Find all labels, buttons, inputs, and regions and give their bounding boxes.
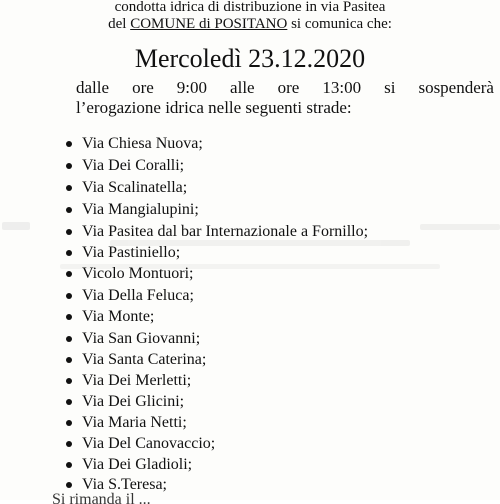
cut-off-text: Si rimanda il ... (52, 491, 151, 504)
street-name: Via Dei Gladioli; (82, 456, 193, 473)
intro-word: alle (230, 78, 255, 97)
intro-word: ore (132, 78, 154, 97)
bullet-icon (66, 314, 72, 320)
list-item (66, 243, 180, 263)
list-item (66, 222, 368, 242)
intro-word: si (384, 78, 396, 97)
list-item (66, 434, 215, 454)
intro-word: dalle (76, 78, 110, 97)
bullet-icon (66, 271, 72, 277)
header-suffix: si comunica che: (287, 16, 392, 32)
street-name: Via Scalinatella; (82, 179, 188, 196)
street-name: Via Mangialupini; (82, 201, 199, 218)
list-item (66, 350, 206, 370)
street-name: Via Chiesa Nuova; (82, 135, 203, 152)
street-name: Via S.Teresa; (82, 476, 167, 493)
bullet-icon (66, 293, 72, 299)
list-item (66, 264, 193, 284)
street-name: Via Del Canovaccio; (82, 435, 216, 452)
list-item (66, 134, 203, 154)
intro-word: ore (277, 78, 300, 97)
bullet-icon (66, 482, 72, 488)
list-item (66, 178, 187, 198)
bullet-icon (66, 336, 72, 342)
header-line-2 (0, 15, 500, 33)
list-item (66, 307, 154, 327)
street-name: Via Pastiniello; (82, 244, 181, 261)
header-prefix: del (108, 16, 131, 32)
bullet-icon (66, 399, 72, 405)
bullet-icon (66, 441, 72, 447)
list-item (66, 200, 199, 220)
list-item (66, 156, 184, 176)
intro-line-1 (76, 78, 494, 98)
date-title: Mercoledì 23.12.2020 (134, 44, 366, 73)
municipality-name: COMUNE di POSITANO (130, 16, 288, 32)
street-name: Via Dei Glicini; (82, 393, 185, 410)
street-name: Via Dei Coralli; (82, 157, 185, 174)
street-name: Via Santa Caterina; (82, 351, 207, 368)
bullet-icon (66, 185, 72, 191)
street-name: Via Monte; (82, 308, 155, 325)
street-name: Via Della Feluca; (82, 287, 194, 304)
header-line-1: condotta idrica di distribuzione in via Pasitea (114, 0, 386, 15)
list-item (66, 455, 192, 475)
bullet-icon (66, 420, 72, 426)
bullet-icon (66, 163, 72, 169)
list-item (66, 392, 184, 412)
list-item (66, 329, 200, 349)
bullet-icon (66, 250, 72, 256)
intro-line-2: l’erogazione idrica nelle seguenti strade: (76, 98, 352, 117)
bullet-icon (66, 207, 72, 213)
intro-word: 13:00 (322, 78, 362, 97)
bullet-icon (66, 141, 72, 147)
bullet-icon (66, 357, 72, 363)
intro-word: sospenderà (418, 78, 494, 97)
street-name: Via Dei Merletti; (82, 372, 192, 389)
street-name: Vicolo Montuori; (82, 265, 194, 282)
list-item (66, 371, 191, 391)
list-item (66, 286, 194, 306)
bullet-icon (66, 462, 72, 468)
street-name: Via Pasitea dal bar Internazionale a Fornillo; (82, 223, 369, 240)
street-name: Via Maria Netti; (82, 414, 187, 431)
intro-word: 9:00 (176, 78, 208, 97)
bullet-icon (66, 229, 72, 235)
street-name: Via San Giovanni; (82, 330, 201, 347)
list-item (66, 413, 187, 433)
bullet-icon (66, 378, 72, 384)
